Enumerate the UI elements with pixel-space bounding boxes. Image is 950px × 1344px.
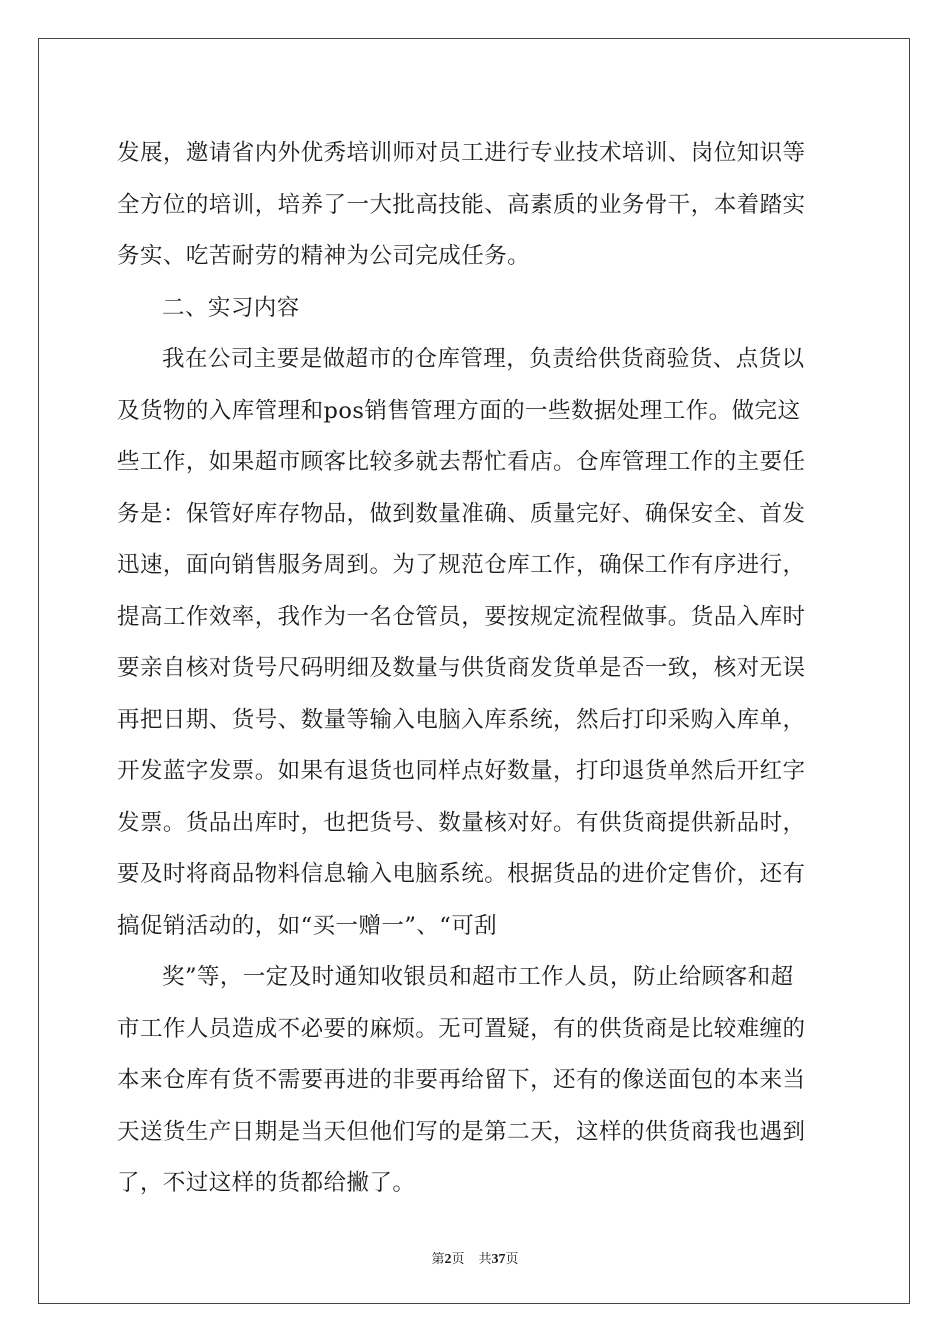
text-line: 些工作，如果超市顾客比较多就去帮忙看店。仓库管理工作的主要任 bbox=[117, 449, 806, 475]
paragraph-first-line: 我在公司主要是做超市的仓库管理，负责给供货商验货、点货以 bbox=[162, 346, 805, 372]
page-number: 2 bbox=[444, 1252, 452, 1267]
section-heading: 二、实习内容 bbox=[162, 294, 300, 321]
text-line: 再把日期、货号、数量等输入电脑入库系统，然后打印采购入库单， bbox=[117, 706, 806, 733]
text-line: 要亲自核对货号尺码明细及数量与供货商发货单是否一致，核对无误 bbox=[117, 655, 806, 681]
text-line: 了，不过这样的货都给撇了。 bbox=[117, 1170, 416, 1196]
text-line: 全方位的培训，培养了一大批高技能、高素质的业务骨干，本着踏实 bbox=[117, 191, 806, 218]
document-body bbox=[117, 128, 833, 1210]
text-line: 搞促销活动的，如“买一赠一”、“可刮 bbox=[117, 912, 498, 939]
text-line: 发票。货品出库时，也把货号、数量核对好。有供货商提供新品时， bbox=[117, 809, 806, 836]
paragraph-first-line: 奖”等，一定及时通知收银员和超市工作人员，防止给顾客和超 bbox=[162, 964, 794, 990]
text-line: 及货物的入库管理和pos销售管理方面的一些数据处理工作。做完这 bbox=[117, 397, 801, 424]
text-line: 开发蓝字发票。如果有退货也同样点好数量，打印退货单然后开红字 bbox=[117, 758, 806, 784]
text-line: 提高工作效率，我作为一名仓管员，要按规定流程做事。货品入库时 bbox=[117, 603, 806, 630]
text-line: 务是：保管好库存物品，做到数量准确、质量完好、确保安全、首发 bbox=[117, 500, 806, 527]
text-line: 务实、吃苦耐劳的精神为公司完成任务。 bbox=[117, 243, 531, 269]
page-prefix: 第 bbox=[431, 1252, 445, 1267]
total-suffix: 页 bbox=[505, 1252, 519, 1267]
text-line: 本来仓库有货不需要再进的非要再给留下，还有的像送面包的本来当 bbox=[117, 1067, 806, 1093]
total-prefix: 共 bbox=[478, 1252, 492, 1267]
text-line: 迅速，面向销售服务周到。为了规范仓库工作，确保工作有序进行， bbox=[117, 552, 806, 578]
text-line: 要及时将商品物料信息输入电脑系统。根据货品的进价定售价，还有 bbox=[117, 861, 806, 887]
text-line: 天送货生产日期是当天但他们写的是第二天，这样的供货商我也遇到 bbox=[117, 1118, 806, 1145]
text-line: 市工作人员造成不必要的麻烦。无可置疑，有的供货商是比较难缠的 bbox=[117, 1015, 806, 1042]
page-footer bbox=[0, 1248, 950, 1268]
text-line: 发展，邀请省内外优秀培训师对员工进行专业技术培训、岗位知识等 bbox=[117, 140, 806, 166]
page-suffix: 页 bbox=[451, 1252, 465, 1267]
total-pages: 37 bbox=[491, 1252, 506, 1267]
